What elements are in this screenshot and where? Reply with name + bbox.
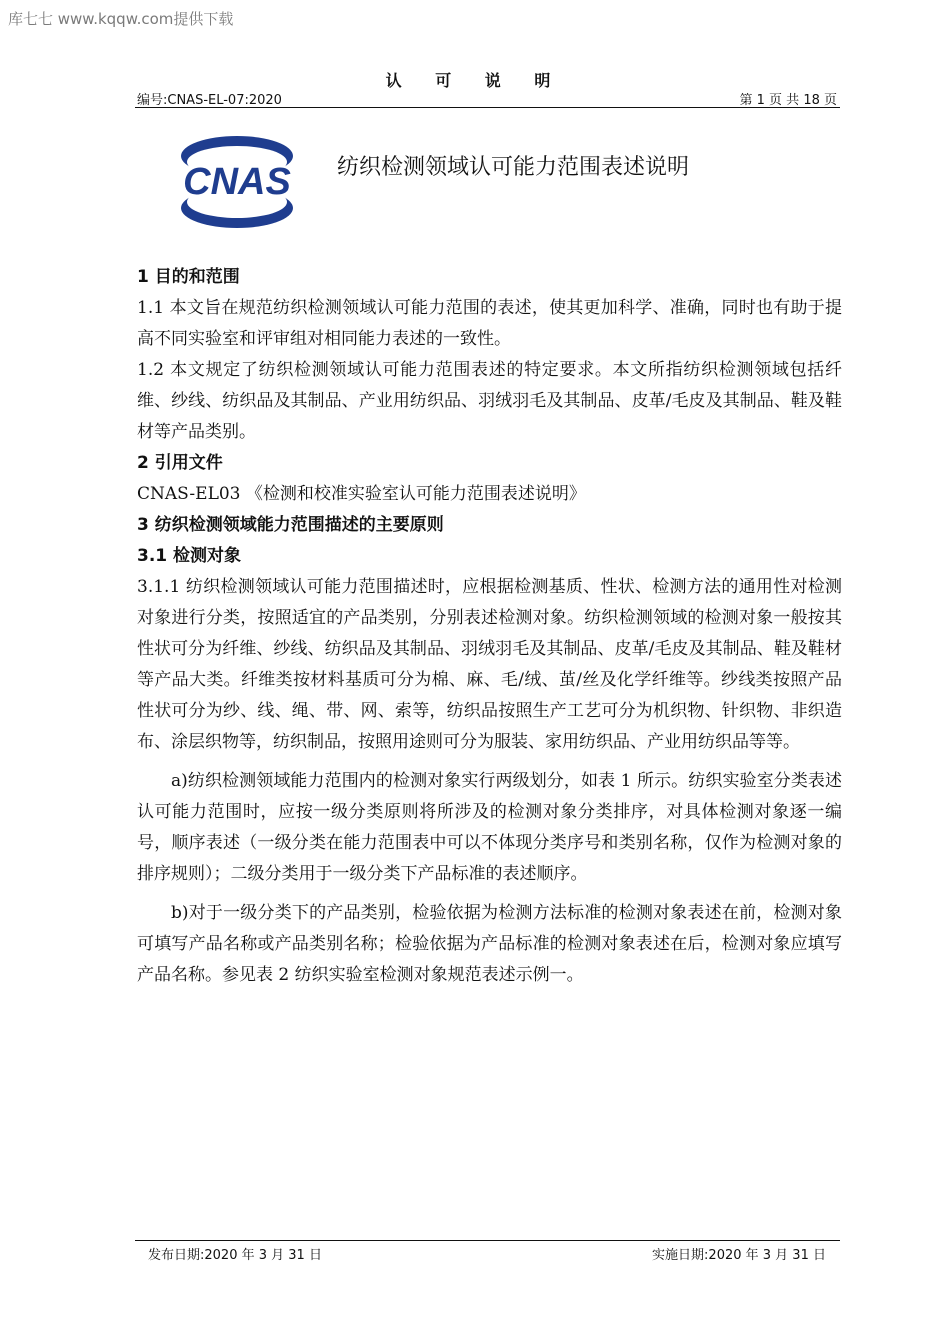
section-3-1-heading: 3.1 检测对象 [137,546,242,566]
header-rule [135,107,840,108]
section-1-heading: 1 目的和范围 [137,267,240,287]
document-body [137,262,842,991]
document-number: 编号:CNAS-EL-07:2020 [137,93,282,108]
paragraph-b: b)对于一级分类下的产品类别，检验依据为检测方法标准的检测对象表述在前，检测对象可填写产品名称或产品类别名称；检验依据为产品标准的检测对象表述在后，检测对象应填写产品名称。参见表 2 纺织实验室检测对象规范表述示例一。 [137,903,842,985]
paragraph-1-2: 1.2 本文规定了纺织检测领域认可能力范围表述的特定要求。本文所指纺织检测领域包括纤维、纱线、纺织品及其制品、产业用纺织品、羽绒羽毛及其制品、皮革/毛皮及其制品、鞋及鞋材等产品类别。 [137,360,842,442]
footer [148,1244,826,1263]
issue-date: 发布日期:2020 年 3 月 31 日 [148,1248,322,1263]
document-title: 纺织检测领域认可能力范围表述说明 [337,155,690,180]
section-2-heading: 2 引用文件 [137,453,223,473]
document-type: 认 可 说 明 [385,71,565,90]
section-3-heading: 3 纺织检测领域能力范围描述的主要原则 [137,515,444,535]
footer-rule [135,1240,840,1241]
watermark: 库七七 www.kqqw.com提供下载 [8,10,234,28]
effective-date: 实施日期:2020 年 3 月 31 日 [652,1248,826,1263]
paragraph-3-1-1: 3.1.1 纺织检测领域认可能力范围描述时，应根据检测基质、性状、检测方法的通用性对检测对象进行分类，按照适宜的产品类别，分别表述检测对象。纺织检测领域的检测对象一般按其性状可分为纤维、纱线、纺织品及其制品、羽绒羽毛及其制品、皮革/毛皮及其制品、鞋及鞋材等产品大类。纤维类按材料基质可分为棉、麻、毛/绒、茧/丝及化学纤维等。纱线类按照产品性状可分为纱、线、绳、带、网、索等，纺织品按照生产工艺可分为机织物、针织物、非织造布、涂层织物等，纺织制品，按照用途则可分为服装、家用纺织品、产业用纺织品等等。 [137,577,842,752]
paragraph-1-1: 1.1 本文旨在规范纺织检测领域认可能力范围的表述，使其更加科学、准确，同时也有助于提高不同实验室和评审组对相同能力表述的一致性。 [137,298,842,349]
paragraph-2: CNAS-EL03 《检测和校准实验室认可能力范围表述说明》 [137,484,586,504]
logo-text: CNAS [183,161,291,203]
header-meta [137,89,837,108]
cnas-logo [165,134,310,230]
paragraph-a: a)纺织检测领域能力范围内的检测对象实行两级划分，如表 1 所示。纺织实验室分类表述认可能力范围时，应按一级分类原则将所涉及的检测对象分类排序，对具体检测对象逐一编号，顺序表述（一级分类在能力范围表中可以不体现分类序号和类别名称，仅作为检测对象的排序规则）；二级分类用于一级分类下产品标准的表述顺序。 [137,771,842,884]
page-info: 第 1 页 共 18 页 [739,93,837,108]
